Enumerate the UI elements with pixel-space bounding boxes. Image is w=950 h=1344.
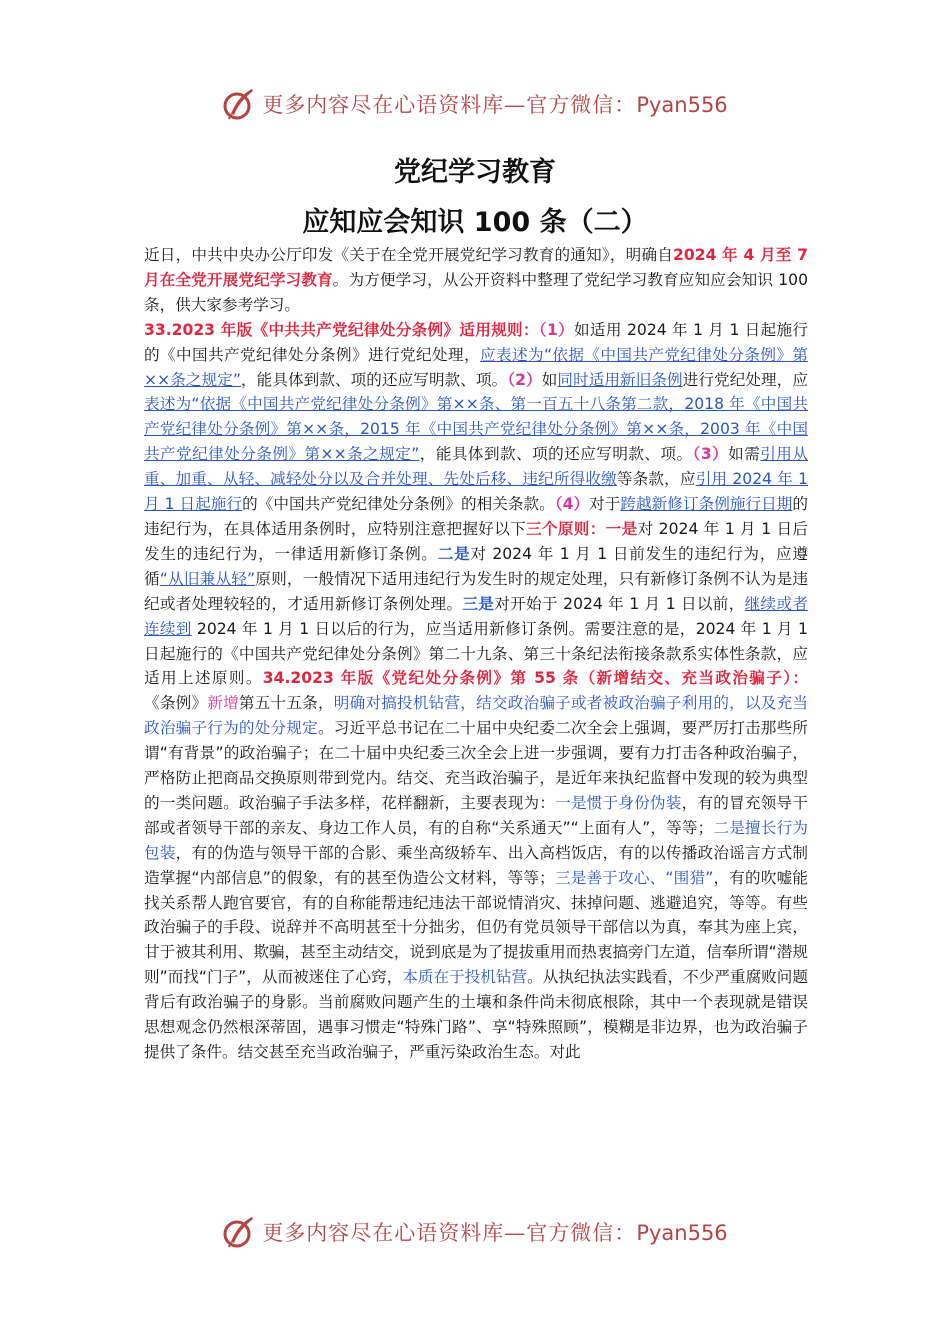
intro-paragraph: 近日，中共中央办公厅印发《关于在全党开展党纪学习教育的通知》，明确自2024 年 4 月至 7 月在全党开展党纪学习教育。为方便学习，从公开资料中整理了党纪学习教育应知应会知识 100 条，供大家参考学习。 — [144, 246, 808, 314]
banner-text: 更多内容尽在心语资料库—官方微信：Pyan556 — [262, 93, 728, 117]
document-subtitle: 应知应会知识 100 条（二） — [302, 207, 648, 238]
item-33-heading: 33.2023 年版《中共共产党纪律处分条例》适用规则： — [144, 320, 539, 339]
header-banner — [0, 84, 950, 124]
item-33-paragraph: 33.2023 年版《中共共产党纪律处分条例》适用规则：（1）如适用 2024 年 1 月 1 日起施行的《中国共产党纪律处分条例》进行党纪处理，应表述为“依据《中国共产党纪律处分条例》第××条之规定”，能具体到款、项的还应写明款、项。（2）如同时适用新旧条例进行党纪处理，应表述为“依据《中国共产党纪律处分条例》第××条、第一百五十八条第二款，2018 年《中国共产党纪律处分条例》第××条，2015 年《中国共产党纪律处分条例》第××条，2003 年《中国共产党纪律处分条例》第××条之规定”，能具体到款、项的还应写明款、项。（3）如需引用从重、加重、从轻、减轻处分以及合并处理、先处后移、违纪所得收缴等条款，应引用 2024 年 1 月 1 日起施行的《中国共产党纪律处分条例》的相关条款。（4）对于跨越新修订条例施行日期的违纪行为，在具体适用条例时，应特别注意把握好以下三个原则：一是对 2024 年 1 月 1 日后发生的违纪行为，一律适用新修订条例。二是对 2024 年 1 月 1 日前发生的违纪行为，应遵循“从旧兼从轻”原则，一般情况下适用违纪行为发生时的规定处理，只有新修订条例不认为是违纪或者处理较轻的，才适用新修订条例处理。三是对开始于 2024 年 1 月 1 日以前，继续或者连续到 2024 年 1 月 1 日以后的行为，应当适用新修订条例。需要注意的是，2024 年 1 月 1 日起施行的《中国共产党纪律处分条例》第二十九条、第三十条纪法衔接条款系实体性条款，应适用上述原则。34.2023 年版《党纪处分条例》第 55 条（新增结交、充当政治骗子）：《条例》新增第五十五条，明确对搞投机钻营，结交政治骗子或者被政治骗子利用的，以及充当政治骗子行为的处分规定。习近平总书记在二十届中央纪委二次全会上强调，要严厉打击那些所谓“有背景”的政治骗子；在二十届中央纪委三次全会上进一步强调，要有力打击各种政治骗子，严格防止把商品交换原则带到党内。结交、充当政治骗子，是近年来执纪监督中发现的较为典型的一类问题。政治骗子手法多样，花样翻新，主要表现为：一是惯于身份伪装，有的冒充领导干部或者领导干部的亲友、身边工作人员，有的自称“关系通天”“上面有人”，等等；二是擅长行为包装，有的伪造与领导干部的合影、乘坐高级轿车、出入高档饭店，有的以传播政治谣言方式制造掌握“内部信息”的假象，有的甚至伪造公文材料，等等；三是善于攻心、“围猎”，有的吹嘘能找关系帮人跑官要官，有的自称能帮违纪违法干部说情消灾、抹掉问题、逃避追究，等等。有些政治骗子的手段、说辞并不高明甚至十分拙劣，但仍有党员领导干部信以为真，奉其为座上宾，甘于被其利用、欺骗，甚至主动结交，说到底是为了提拔重用而热衷搞旁门左道，信奉所谓“潜规则”而找“门子”，从而被迷住了心窍，本质在于投机钻营。从执纪执法实践看，不少严重腐败问题背后有政治骗子的身影。当前腐败问题产生的土壤和条件尚未彻底根除，其中一个表现就是错误思想观念仍然根深蒂固，遇事习惯走“特殊门路”、享“特殊照顾”，模糊是非边界，也为政治骗子提供了条件。结交甚至充当政治骗子，严重污染政治生态。对此 — [144, 320, 808, 1061]
footer-banner — [0, 1212, 950, 1252]
quill-pen-logo-icon — [222, 1215, 256, 1249]
document-body — [144, 243, 808, 1065]
item-34-heading: 34.2023 年版《党纪处分条例》第 55 条（新增结交、充当政治骗子）： — [262, 669, 808, 688]
quill-pen-logo-icon — [222, 87, 256, 121]
banner-text: 更多内容尽在心语资料库—官方微信：Pyan556 — [262, 1221, 728, 1245]
document-title: 党纪学习教育 — [394, 157, 556, 188]
